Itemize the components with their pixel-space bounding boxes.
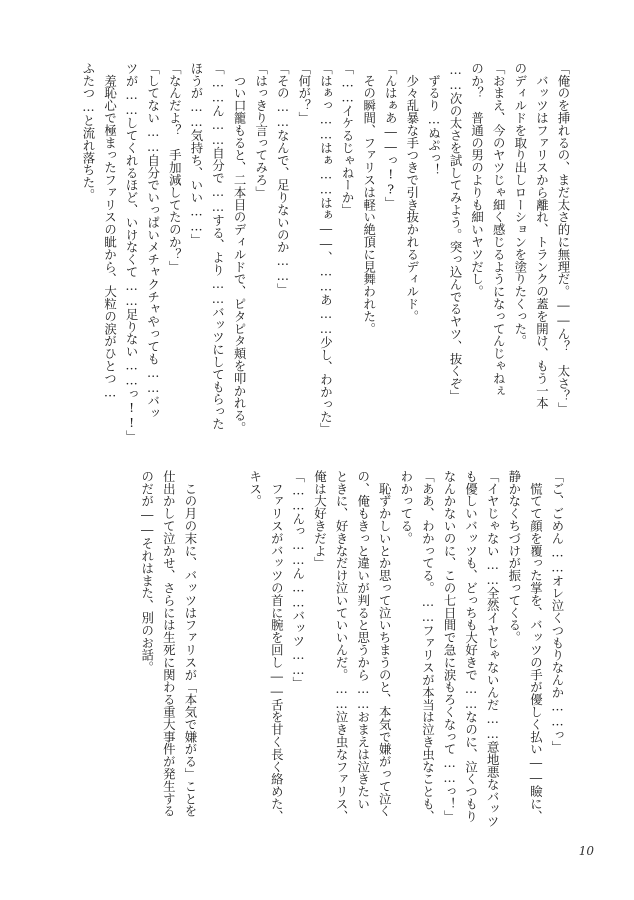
text-column: 「ああ、わかってる。……ファリスが本当は泣き虫なことも、 <box>420 470 436 823</box>
text-column: の、俺もきっと違いが判ると思うから……おまえは泣きたい <box>355 470 371 810</box>
text-column: 「イヤじゃない……全然イヤじゃないんだ……意地悪なバッツ <box>485 470 501 828</box>
text-column: わかってる。 <box>398 470 414 545</box>
text-column <box>223 470 245 850</box>
text-column: つい口籠もると、二本目のディルドで、ピタピタ頬を叩かれる。 <box>232 62 248 434</box>
text-column: 「……イケるじゃねーか」 <box>340 62 356 216</box>
text-column: 「なんだよ？ 手加減してたのか？」 <box>167 62 183 273</box>
text-column: 「ご、ごめん……オレ泣くつもりなんか……っ」 <box>550 470 565 754</box>
text-column: 「んはぁあ――っ!?」 <box>383 62 399 209</box>
text-column: キス。 <box>247 470 263 508</box>
text-column: 羞恥心で極まったファリスの眦から、大粒の涙がひとつ… <box>102 62 118 400</box>
text-column: 「はぁっ……はぁ……はぁ――、……あ……少し、わかった」 <box>318 62 334 436</box>
text-column: ツが……してくれるほど、いけなくて……足りない……っ!!」 <box>124 62 140 443</box>
text-column: 静かなくちづけが振ってくる。 <box>506 470 522 644</box>
text-column <box>201 470 223 850</box>
text-column: 「……んっ……ん……バッツ……」 <box>290 470 306 690</box>
text-column: ふたつ…と流れ落ちた。 <box>80 62 96 201</box>
text-column: この月の末に、バッツはファリスが「本気で嫌がる」ことを <box>182 470 198 818</box>
text-column: ずるり…ぬぷっ！ <box>426 62 442 177</box>
text-column: ファリスがバッツの首に腕を回し――舌を甘く長く絡めた、 <box>269 470 285 823</box>
text-column: なんかないのに、この七日間で急に涙もろくなって……っ！」 <box>442 470 458 823</box>
text-column: 「……ん……自分で……する、より……バッツにしてもらった <box>210 62 226 430</box>
text-column: 仕出かして泣かせ、さらには生死に関わる重大事件が発生する <box>161 470 177 818</box>
text-column: ……次の太さを試してみよう。突っ込んでるヤツ、抜くぞ」 <box>448 62 464 402</box>
text-column: バッツはファリスから離れ、トランクの蓋を開け、もう一本 <box>534 62 550 410</box>
text-column: 「してない……自分でいっぱいメチャクチャやっても……バッ <box>145 62 161 420</box>
text-column: 慌てて顔を覆った掌を、バッツの手が優しく払い――瞼に、 <box>528 470 544 823</box>
text-column: も優しいバッツも、どっちも大好きで……なのに、泣くつもり <box>463 470 479 823</box>
lower-text-block <box>128 470 568 850</box>
page-number: 10 <box>578 844 594 858</box>
text-column: のか？ 普通の男のよりも細いヤツだし。 <box>469 62 485 298</box>
text-column: 「何が？」 <box>296 62 312 124</box>
text-column: 「おまえ、今のヤツじゃ細く感じるようになってんじゃねぇ <box>491 62 507 397</box>
text-column: 「その……なんで、足りないのか……」 <box>275 62 291 296</box>
text-column: のだが――それはまた、別のお話。 <box>139 470 155 674</box>
text-column: ほうが……気持ち、いい……」 <box>188 62 204 246</box>
text-column: 恥ずかしいとか思って泣いちまうのと、本気で嫌がって泣く <box>377 470 393 818</box>
text-column: その瞬間、ファリスは軽い絶頂に見舞われた。 <box>361 62 377 335</box>
text-column: 「俺のを挿れるの、まだ太さ的に無理だ。――ん？ 太さ？」 <box>556 62 571 415</box>
upper-text-block <box>34 62 574 443</box>
text-column: 「はっきり言ってみろ」 <box>253 62 269 199</box>
text-column: 俺は大好きだよ」 <box>312 470 328 570</box>
text-column: のディルドを取り出しローションを塗りたくった。 <box>512 62 528 348</box>
text-column: 少々乱暴な手つきで引き抜かれるディルド。 <box>404 62 420 323</box>
text-column: ときに、好きなだけ泣いていいんだ。……泣き虫なファリス、 <box>334 470 350 823</box>
